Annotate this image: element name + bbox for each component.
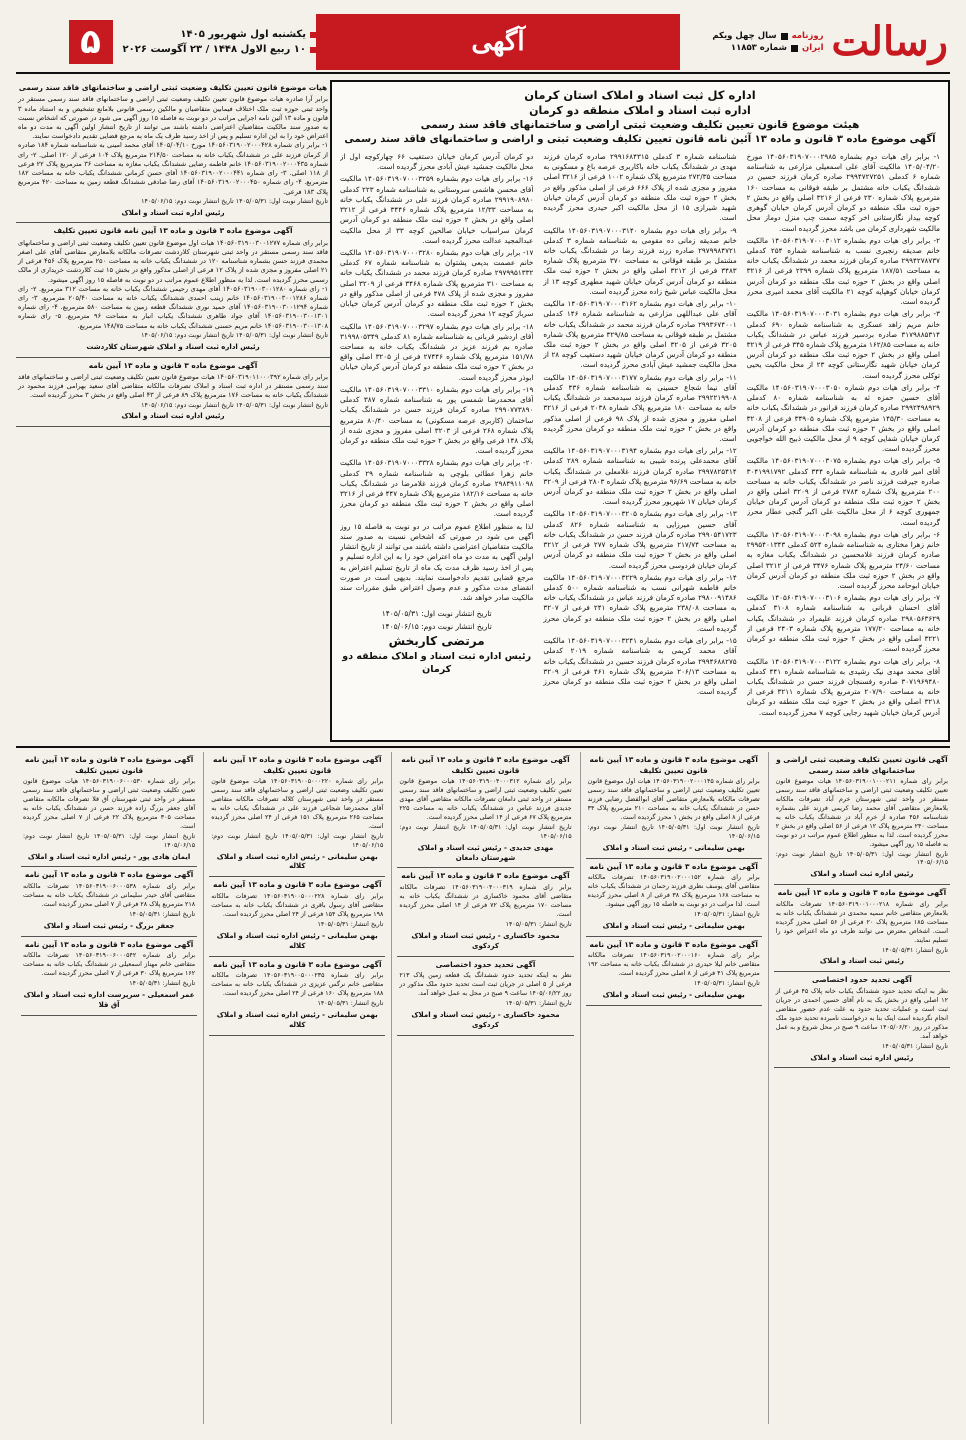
notice-title: آگهی موضوع ماده ۳ قانون و ماده ۱۳ آیین نامه [24,939,194,949]
notice-date: تاریخ انتشار: ۱۴۰۵/۰۵/۳۱ [693,980,760,987]
notice-date: تاریخ انتشار نوبت اول: ۱۴۰۵/۰۵/۳۱ تاریخ انتشار نوبت دوم: ۱۴۰۵/۰۶/۱۵ [141,401,328,409]
notice-body: نظر به اینکه تحدید حدود ششدانگ یکباب خانه پلاک ۴۵ فرعی از ۱۲ اصلی واقع در بخش یک به نام آقای حسین احمدی در جریان ثبت است و عملیات تحدید حدود به علت عدم حضور متقاضی انجام نگردیده است اینک بنا به درخواست نامبرده تحدید حدود ملک مذکور در روز ۱۴۰۵/۰۶/۲۰ ساعت ۹ صبح در محل شروع و به عمل خواهد آمد. [775,987,948,1040]
notice-body: برابر رای شماره ۱۴۰۵۶۰۳۱۹۰۰۱۰۰۰۲۱۱ هیات موضوع قانون تعیین تکلیف وضعیت ثبتی اراضی و ساختمانهای فاقد سند رسمی مستقر در واحد ثبتی شهرستان خرم آباد تصرفات مالکانه بلامعارض متقاضی آقای محمد رضا کریمی فرزند علی بشماره شناسنامه ۴۵۶ صادره از خرم آباد در ششدانگ یکباب خانه به مساحت ۲۴۰ مترمربع پلاک ۱۲ فرعی از ۵۶ اصلی واقع در بخش ۲ محرز گردیده است. لذا به منظور اطلاع عموم مراتب در دو نوبت به فاصله ۱۵ روز آگهی میشود. [775,778,948,848]
notice-block [397,868,573,956]
notice-signature: ایمان هادی پور - رئیس اداره ثبت اسناد و املاک [27,852,191,861]
notice-signature: رئیس اداره ثبت اسناد و املاک [121,208,225,217]
notice-date: تاریخ انتشار: ۱۴۰۵/۰۵/۳۱ [882,1042,948,1050]
notice-date: تاریخ انتشار نوبت اول: ۱۴۰۵/۰۵/۳۱ تاریخ انتشار نوبت دوم: ۱۴۰۵/۰۶/۱۵ [22,832,196,849]
notice-body: برابر رای شماره ۱۴۰۵۶۰۳۱۹۰۱۱۰۰۰۳۹۲ هیات موضوع قانون تعیین تکلیف وضعیت ثبتی اراضی و ساختمانهای فاقد سند رسمی مستقر در اداره ثبت اسناد و املاک تصرفات مالکانه متقاضی آقای سعید بهرامی فرزند محمود در ششدانگ یکباب خانه به مساحت ۱۷۶ مترمربع پلاک ۸۹ فرعی از ۴۳ اصلی واقع در بخش ۳ محرز گردیده است. [18,372,328,400]
notice-paragraph: ۳- برابر رای هیات دوم بشماره ۱۴۰۵۶۰۳۱۹۰۷۰۰۰۳۰۳۱ مالکیت خانم مریم زاهد عسکری به شناسنامه شماره ۶۹۰ کدملی ۳۱۷۹۸۸۵۳۱۴ صادره بردسیر فرزند عباس در ششدانگ یکباب خانه به مساحت ۱۶۲/۸۵ مترمربع پلاک شماره ۳۴۵ فرعی از ۳۲۱۹ اصلی واقع در بخش ۲ حوزه ثبت ملک منطقه دو کرمان آدرس کرمان خیابان شهید نگارستانی کوچه ۲۳ از محل مالکیت یحیی توکلی محرز گردیده است. [746,309,940,380]
bottom-notice-grid [16,752,950,1424]
feature-column-right [747,152,940,752]
notice-title: آگهی موضوع ماده ۳ قانون و ماده ۱۳ آیین نامه [401,871,570,881]
notice-paragraph: ۹- برابر رای هیات دوم بشماره ۱۴۰۵۶۰۳۱۹۰۷۰۰۰۳۱۴۰ مالکیت خانم صدیقه زمانی ده مقومی به شناسنامه شماره ۳ کدملی ۲۹۷۹۹۸۴۷۲۱ صادره زرند فرزند رضا در ششدانگ یکباب خانه مشتمل بر طبقه فوقانی به مساحت ۳۷۰ مترمربع پلاک شماره ۳۴۸۳ فرعی از ۳۲۱۲ اصلی واقع در بخش ۲ حوزه ثبت ملک منطقه دو کرمان آدرس کرمان خیابان شهید مطهری کوچه ۱۳ از محل مالکیت عباس شیخ زاده محرز گردیده است. [543,225,737,296]
notice-paragraph: ۱۴- برابر رای هیات دوم بشماره ۱۴۰۵۶۰۳۱۹۰۷۰۰۰۳۲۲۹ مالکیت خانم فاطمه شهرانی نسب به شناسنامه شماره ۵۰۰ کدملی ۲۹۸۰۰۹۱۴۸۶ صادره کرمان فرزند عباس در ششدانگ یکباب خانه به مساحت ۲۳۸/۰۸ مترمربع پلاک شماره ۲۴۱ فرعی از ۳۲۰۷ اصلی واقع در بخش ۲ حوزه ثبت ملک منطقه دو کرمان محرز گردیده است. [543,572,737,633]
notice-block [774,885,950,972]
notice-title: آگهی موضوع ماده ۳ قانون و ماده ۱۳ آیین نامه [777,888,947,898]
notice-paragraph: ۶- برابر رای هیات دوم بشماره ۱۴۰۵۶۰۳۱۹۰۷۰۰۰۳۰۹۸ مالکیت خانم زهرا مختاری به شناسنامه شماره ۵۲۴ کدملی ۲۹۹۵۴۰۱۳۴۳ صادره کرمان فرزند غلامحسین در ششدانگ یکباب مغازه به مساحت ۲۴/۶۰ مترمربع پلاک شماره ۳۴۷۶ فرعی از ۳۲۱۲ اصلی واقع در بخش ۲ حوزه ثبت ملک منطقه دو کرمان آدرس کرمان خیابان ابوحامد محرز گردیده است. [746,529,940,590]
notice-block [21,752,197,867]
notice-paragraph: ۱۸- برابر رای هیات دوم بشماره ۱۴۰۵۶۰۳۱۹۰۷۰۰۰۳۲۹۷ مالکیت آقای اردشیر قربانی به شناسنامه شماره ۸۱ کدملی ۳۱۹۹۸۰۵۳۴۹ صادره بم فرزند عزیز در ششدانگ یکباب خانه به مساحت ۱۵۱/۷۸ مترمربع پلاک شماره ۲۷۴۴۶ فرعی از ۳۲۰۵ اصلی واقع در بخش ۲ حوزه ثبت ملک منطقه دو کرمان آدرس کرمان خیابان ابوذر محرز گردیده است. [340,321,534,382]
brand [680,14,950,70]
notice-block [16,80,330,223]
notice-paragraph: ۸- برابر رای هیات دوم بشماره ۱۴۰۵۶۰۳۱۹۰۷۰۰۰۳۱۲۲ مالکیت آقای محمد مهدی نیک رشیدی به شناسنامه شماره ۴۴۱ کدملی ۳۰۷۱۹۶۹۴۸۰ صادره رفسنجان فرزند حسن در ششدانگ یکباب خانه به مساحت ۲۰۷/۹۰ مترمربع پلاک شماره ۳۲۱۱ فرعی از ۳۲۱۸ اصلی واقع در بخش ۲ حوزه ثبت ملک منطقه دو کرمان آدرس کرمان خیابان شهید رجایی کوچه ۷ محرز گردیده است. [746,656,940,717]
brand-year: سال چهل ویکم [712,31,777,41]
brand-info [712,31,823,53]
notice-date: تاریخ انتشار: ۱۴۰۵/۰۵/۳۱ [693,910,760,918]
date-hijri-gregorian: ۱۰ ربیع الاول ۱۴۴۸ / ۲۳ آگوست ۲۰۲۶ [122,44,306,55]
notice-block [209,957,385,1036]
notice-column [580,752,762,1424]
notice-block [774,752,950,885]
notice-paragraph: ۴- برابر رای هیات دوم شماره ۱۴۰۵۶۰۳۱۹۰۷۰۰۰۳۰۵۰ مالکیت آقای حسین حمزه ئه به شناسنامه شماره ۸۰ کدملی ۲۹۹۲۴۹۸۹۲۹ صادره کرمان فرزند قرانور در ششدانگ یکباب خانه به مساحت ۱۴۵/۳۰ مترمربع پلاک شماره ۳۴۹۰۵ فرعی از ۳۲۰۸ اصلی واقع در بخش ۲ حوزه ثبت ملک منطقه دو کرمان آدرس کرمان خیابان شفایی کوچه ۹ از محل مالکیت ذبیح الله خواجویی محرز گردیده است. [746,382,940,454]
notice-signature: مهدی جدیدی - رئیس ثبت اسناد و املاک شهرستان دامغان [417,843,554,862]
feature-column-left [340,152,533,752]
notice-signature: رئیس ثبت اسناد و املاک [819,957,904,966]
notice-paragraph: ۷- برابر رای هیات دوم بشماره ۱۴۰۵۶۰۳۱۹۰۷۰۰۰۳۱۰۶ مالکیت آقای احسان قربانی به شناسنامه شماره ۳۱۰۸ کدملی ۲۹۸۰۵۶۳۶۲۹ صادره کرمان فرزند علیمراد در ششدانگ یکباب خانه به مساحت ۱۷۷/۲۰ مترمربع پلاک شماره ۲۴۰۳ فرعی از ۳۲۲۱ اصلی واقع در بخش ۲ حوزه ثبت ملک منطقه دو کرمان محرز گردیده است. [746,593,940,654]
notice-paragraph: ۵- برابر رای هیات دوم بشماره ۱۴۰۵۶۰۳۱۹۰۷۰۰۰۳۰۷۵ مالکیت آقای امیر قادری به شناسنامه شماره ۳۴۴ کدملی ۳۰۴۱۹۹۱۷۹۲ صادره جیرفت فرزند ناصر در ششدانگ یکباب خانه به مساحت ۲۰۰ مترمربع پلاک شماره ۲۷۸۴ فرعی از ۳۲۰۹ اصلی واقع در بخش ۲ حوزه ثبت ملک منطقه دو کرمان آدرس کرمان خیابان جمهوری کوچه ۶ از محل مالکیت علی اکبر گنجی عطار محرز گردیده است. [746,456,940,527]
date-block [16,14,316,70]
notice-block [586,937,762,1006]
notice-date: تاریخ انتشار: ۱۴۰۵/۰۵/۳۱ [317,999,384,1007]
notice-date: تاریخ انتشار: ۱۴۰۵/۰۵/۳۱ [505,999,572,1007]
publish-date-second: تاریخ انتشار نوبت دوم: ۱۴۰۵/۰۶/۱۵ [381,622,492,632]
notice-title: آگهی تحدید حدود اختصاصی [435,959,536,969]
notice-title: آگهی موضوع ماده ۳ قانون و ماده ۱۳ آیین نامه قانون تعیین تکلیف [53,226,293,236]
notice-block [397,957,573,1036]
feature-line-2: اداره ثبت اسناد و املاک منطقه دو کرمان [529,103,751,117]
notice-paragraph: ۱۷- برابر رای هیات دوم بشماره ۱۴۰۵۶۰۳۱۹۰۷۰۰۰۳۲۸۰ مالکیت خانم عصمت بدیعی پشتوان به شناسنامه شماره ۶۷ کدملی ۲۹۷۹۹۵۱۳۳۲ صادره کرمان فرزند محمد در ششدانگ یکباب خانه به مساحت ۳۱۰ مترمربع پلاک شماره ۳۴۶۸ فرعی از ۳۲۰۹ اصلی مفروز و مجزی شده از پلاک ۴۷۸ فرعی از اصلی مذکور واقع در بخش ۲ حوزه ثبت ملک منطقه دو کرمان آدرس کرمان خیابان سرباز کوچه ۱۲ محرز گردیده است. [340,248,534,319]
notice-column [391,752,573,1424]
notice-block [16,223,330,357]
notice-signature: رئیس اداره ثبت اسناد و املاک [810,870,914,879]
left-top-column [16,80,330,742]
notice-date: تاریخ انتشار نوبت اول: ۱۴۰۵/۰۵/۳۱ تاریخ انتشار نوبت دوم: ۱۴۰۵/۰۶/۱۵ [141,331,328,339]
notice-body: برابر آرا صادره هیات موضوع قانون تعیین تکلیف وضعیت ثبتی اراضی و ساختمانهای فاقد سند رسمی مستقر در واحد ثبتی حوزه ثبت ملک اختلاف فیمابین متقاضیان و مالکین رسمی قانونی بلامانع تشخیص و به استناد ماده ۳ قانون و ماده ۱۳ آئین نامه اجرایی مراتب در دو نوبت به فاصله ۱۵ روز آگهی می شود در صورتی که اشخاص نسبت به صدور سند مالکیت متقاضیان اعتراضی داشته باشند می توانند از تاریخ انتشار اولین آگهی به مدت دو ماه اعتراض خود را به این اداره تسلیم و پس از اخذ رسید ظرف یک ماه به مرجع قضایی تقدیم دادخواست نمایند. [18,95,328,141]
notice-date: تاریخ انتشار نوبت اول: ۱۴۰۵/۰۵/۳۱ تاریخ انتشار نوبت دوم: ۱۴۰۵/۰۶/۱۵ [775,850,948,867]
notice-date: تاریخ انتشار نوبت اول: ۱۴۰۵/۰۵/۳۱ تاریخ انتشار نوبت دوم: ۱۴۰۵/۰۶/۱۵ [211,832,384,849]
notice-paragraph: دو کرمان آدرس کرمان خیابان دستغیب ۶۶ چهارکوچه اول از محل مالکیت جمشید عیش آبادی محرز گردیده است. [340,152,534,172]
date-persian: یکشنبه اول شهریور ۱۴۰۵ [180,29,306,40]
page-number: ۵ [69,20,113,64]
notice-block [586,752,762,859]
notice-block [586,859,762,937]
notice-column [16,752,197,1424]
notice-title: آگهی موضوع ماده ۳ قانون و ماده ۱۳ آیین نامه قانون تعیین تکلیف [213,755,382,775]
notice-body: برابر رای شماره ۱۴۰۵۶۰۳۱۹۰۰۳۰۰۱۲۷۷ هیات اول موضوع قانون تعیین تکلیف وضعیت ثبتی اراضی و ساختمانهای فاقد سند رسمی مستقر در واحد ثبتی شهرستان کلاردشت تصرفات مالکانه بلامعارض متقاضی آقای علی اصغر محمدی فرزند حسن بشماره شناسنامه ۱۲۰ در ششدانگ یکباب خانه به مساحت ۲۵۰ مترمربع پلاک ۴۵۶ فرعی از ۲۱ اصلی مفروز و مجزی شده از پلاک ۱۲ فرعی از اصلی مذکور واقع در بخش ۱۵ ثبت کلاردشت خریداری از مالک رسمی محرز گردیده است. لذا به منظور اطلاع عموم مراتب در دو نوبت به فاصله ۱۵ روز آگهی میشود. [18,238,328,284]
notice-signature: بهمن سلیمانی - رئیس اداره ثبت اسناد و املاک کلاله [216,931,378,950]
notice-body: برابر رای شماره ۱۴۰۵۶۰۳۱۹۰۰۶۰۰۰۵۳۸ تصرفات مالکانه متقاضی آقای حیدر سلیمانی در ششدانگ یکباب خانه به مساحت ۲۱۸ مترمربع پلاک ۲۸ فرعی از ۷ اصلی محرز گردیده است. [22,882,196,908]
notice-signature: بهمن سلیمانی - رئیس اداره ثبت اسناد و املاک کلاله [216,852,378,871]
notice-block [21,867,197,936]
notice-body: برابر رای شماره ۱۴۰۵۶۰۳۱۹۰۰۶۰۰۰۵۴۲ تصرفات مالکانه متقاضی خانم مهناز اسمعیلی در ششدانگ یکباب خانه به مساحت ۱۶۲ مترمربع پلاک ۳۰ فرعی از ۷ اصلی محرز گردیده است. [22,952,196,978]
notice-signature: بهمن سلیمانی - رئیس ثبت اسناد و املاک [602,990,745,999]
notice-body: برابر رای شماره ۱۴۰۵۶۰۳۱۹۰۰۵۰۰۰۲۲۸ تصرفات مالکانه متقاضی آقای رسول باقری در ششدانگ یکباب خانه به مساحت ۱۹۸ مترمربع پلاک ۱۵۴ فرعی از ۲۴ اصلی محرز گردیده است. [211,892,384,918]
notice-body: برابر رای شماره ۱۴۰۵۶۰۳۱۹۰۰۲۰۰۰۱۴۵ هیات اول موضوع قانون تعیین تکلیف وضعیت ثبتی اراضی و ساختمانهای فاقد سند رسمی تصرفات مالکانه بلامعارض متقاضی آقای ابوالفضل رضایی فرزند حسن در ششدانگ یکباب خانه به مساحت ۲۱۰ مترمربع پلاک ۳۴ فرعی از ۸ اصلی واقع در بخش ۱ محرز گردیده است. [587,778,760,821]
notice-title: آگهی تحدید حدود اختصاصی [811,975,912,985]
feature-heading [340,88,940,146]
square-bullet-icon [781,33,788,40]
notice-block [209,752,385,877]
notice-title: آگهی موضوع ماده ۳ قانون و ماده ۱۳ آیین نامه [213,880,382,890]
notice-paragraph: لذا به منظور اطلاع عموم مراتب در دو نوبت به فاصله ۱۵ روز آگهی می شود در صورتی که اشخاص نسبت به صدور سند مالکیت متقاضیان اعتراضی داشته باشند می توانند از تاریخ انتشار اولین آگهی به مدت دو ماه اعتراض خود را به این اداره تسلیم و پس از اخذ رسید ظرف مدت یک ماه از تاریخ تسلیم اعتراض به مرجع قضایی تقدیم دادخواست نمایند. بدیهی است در صورت انقضای مدت مذکور و عدم وصول اعتراض طبق مقررات سند مالکیت صادر خواهد شد. [340,521,534,603]
notice-signature: جعفر بزرگ - رئیس ثبت اسناد و املاک [43,921,175,930]
notice-date: تاریخ انتشار نوبت اول: ۱۴۰۵/۰۵/۳۱ تاریخ انتشار نوبت دوم: ۱۴۰۵/۰۶/۱۵ [587,823,760,840]
notice-paragraph: ۱۰- برابر رای هیات دوم بشماره ۱۴۰۵۶۰۳۱۹۰۷۰۰۰۳۱۶۲ مالکیت آقای علی عبداللهی مزارعی به شناسنامه شماره ۱۴۶ کدملی ۲۹۹۳۶۷۴۰۰۱ صادره کرمان فرزند محمد در ششدانگ یکباب خانه مشتمل بر طبقه فوقانی به مساحت ۳۲۹/۸۵ مترمربع پلاک شماره ۳۲۰۵ فرعی از ۳۲۰۵ اصلی واقع در بخش ۲ حوزه ثبت ملک منطقه دو کرمان آدرس کرمان خیابان شهید دستغیب کوچه ۲۸ از محل مالکیت جمشید عیش آبادی محرز گردیده است. [543,299,737,370]
notice-body: برابر رای شماره ۱۴۰۵۶۰۳۱۹۰۰۲۰۰۰۱۶۰ تصرفات مالکانه متقاضی خانم لیلا حیدری در ششدانگ یکباب خانه به مساحت ۱۹۲ مترمربع پلاک ۴۱ فرعی از ۸ اصلی محرز گردیده است. [587,952,760,978]
notice-title: آگهی موضوع ماده ۳ قانون و ماده ۱۳ آیین نامه قانون تعیین تکلیف [401,755,570,775]
notice-body: برابر رای شماره ۱۴۰۵۶۰۳۱۹۰۰۶۰۰۰۵۳۰ هیات موضوع قانون تعیین تکلیف وضعیت ثبتی اراضی و ساختمانهای فاقد سند رسمی مستقر در واحد ثبتی شهرستان آق قلا تصرفات مالکانه متقاضی آقای جعفر بزرگ زاده فرزند حسن در ششدانگ یکباب خانه به مساحت ۳۰۵ مترمربع پلاک ۲۲ فرعی از ۷ اصلی محرز گردیده است. [22,778,196,830]
notice-date: تاریخ انتشار نوبت اول: ۱۴۰۵/۰۵/۳۱ تاریخ انتشار نوبت دوم: ۱۴۰۵/۰۶/۱۵ [141,197,328,205]
notice-title: هیات موضوع قانون تعیین تکلیف وضعیت ثبتی اراضی و ساختمانهای فاقد سند رسمی [18,83,328,92]
notice-date: تاریخ انتشار نوبت اول: ۱۴۰۵/۰۵/۳۱ تاریخ انتشار نوبت دوم: ۱۴۰۵/۰۶/۱۵ [399,823,572,840]
notice-date: تاریخ انتشار: ۱۴۰۵/۰۵/۳۱ [129,910,196,918]
notice-items: ۱- رای شماره ۱۴۰۵۶۰۳۱۹۰۰۳۰۰۱۲۸۰ آقای مهدی رحیمی ششدانگ یکباب خانه به مساحت ۳۱۲ مترمربع. ۲- رای شماره ۱۴۰۵۶۰۳۱۹۰۰۳۰۰۱۲۸۶ خانم زینب احمدی ششدانگ یکباب خانه به مساحت ۲۰۵/۴۰ مترمربع. ۳- رای شماره ۱۴۰۵۶۰۳۱۹۰۰۳۰۰۱۲۹۴ آقای حمید نوری ششدانگ قطعه زمین به مساحت ۵۸۰ مترمربع. ۴- رای شماره ۱۴۰۵۶۰۳۱۹۰۰۳۰۰۱۳۰۱ آقای جواد طاهری ششدانگ یکباب انبار به مساحت ۹۶ مترمربع. ۵- رای شماره ۱۴۰۵۶۰۳۱۹۰۰۳۰۰۱۳۰۸ خانم مریم حسنی ششدانگ یکباب خانه به مساحت ۱۴۸/۷۵ مترمربع. [18,284,329,330]
notice-body: برابر رای شماره ۱۴۰۵۶۰۳۱۹۰۰۲۰۰۰۱۵۲ تصرفات مالکانه متقاضی آقای یوسف نظری فرزند رحمان در ششدانگ یکباب خانه به مساحت ۱۶۸ مترمربع پلاک ۳۸ فرعی از ۸ اصلی محرز گردیده است. لذا مراتب در دو نوبت به فاصله ۱۵ روز آگهی میشود. [587,874,760,908]
feature-line-4: آگهی موضوع ماده ۳ قانون و ماده ۱۳ آئین نامه قانون تعیین تکلیف وضعیت ثبتی و اراضی و ساختمانهای فاقد سند رسمی [344,133,936,145]
newspaper-logo: رسالت [831,18,948,65]
notice-body: برابر رای شماره ۱۴۰۵۶۰۳۱۹۰۰۴۰۰۰۳۱۲ هیات موضوع قانون تعیین تکلیف وضعیت ثبتی اراضی و ساختمانهای فاقد سند رسمی مستقر در واحد ثبتی دامغان تصرفات مالکانه متقاضی آقای مهدی جدیدی فرزند عباس در ششدانگ یکباب خانه به مساحت ۲۲۵ مترمربع پلاک ۶۷ فرعی از ۱۴ اصلی محرز گردیده است. [399,778,572,821]
notice-signature: محمود خاکساری - رئیس ثبت اسناد و املاک کردکوی [411,931,560,950]
notice-paragraph: ۲- برابر رای هیات دوم بشماره ۱۴۰۵۶۰۳۱۹۰۷۰۰۰۳۰۱۲ مالکیت خانم صدیقه رنجبری نسب به شناسنامه شماره ۲۵۴ کدملی ۲۹۹۴۲۷۸۷۳۷ صادره کرمان فرزند محمد در ششدانگ یکباب خانه به مساحت ۱۸۷/۵۱ مترمربع پلاک شماره ۲۳۹۹ فرعی از ۳۲۱۶ اصلی واقع در بخش ۲ حوزه ثبت ملک منطقه دو کرمان آدرس کرمان خیابان کوهپایه کوچه ۲۱ مالکیت آقای محمد امیری محرز گردیده است. [746,235,940,307]
notice-paragraph: ۱۵- برابر رای هیات دوم بشماره ۱۴۰۵۶۰۳۱۹۰۷۰۰۰۳۲۴۱ مالکیت آقای محمد کریمی به شناسنامه شماره ۲۰۱۹ کدملی ۲۹۹۴۶۸۸۲۷۵ صادره کرمان فرزند حسین در ششدانگ یکباب خانه به مساحت ۲۰۶/۱۳ مترمربع پلاک شماره ۴۶۱ فرعی از ۳۲۰۹ اصلی واقع در بخش ۲ حوزه ثبت ملک منطقه دو کرمان محرز گردیده است. [543,636,737,697]
notice-title: آگهی موضوع ماده ۳ قانون و ماده ۱۳ آیین نامه [589,939,758,949]
feature-signature [340,609,533,676]
notice-date: تاریخ انتشار: ۱۴۰۵/۰۵/۳۱ [882,946,948,954]
feature-line-1: اداره کل ثبت اسناد و املاک استان کرمان [524,88,756,102]
notice-date: تاریخ انتشار: ۱۴۰۵/۰۵/۳۱ [317,920,384,928]
notice-title: آگهی موضوع ماده ۳ قانون و ماده ۱۳ آیین نامه [589,861,758,871]
notice-date: تاریخ انتشار: ۱۴۰۵/۰۵/۳۱ [505,920,572,928]
feature-notice [330,80,950,742]
divider [16,72,950,74]
notice-title: آگهی موضوع ماده ۳ قانون و ماده ۱۳ آیین نامه [24,870,194,880]
divider [16,746,950,748]
notice-body: برابر رای شماره ۱۴۰۵۶۰۳۱۹۰۰۵۰۰۰۲۲۰ هیات موضوع قانون تعیین تکلیف وضعیت ثبتی اراضی و ساختمانهای فاقد سند رسمی مستقر در واحد ثبتی شهرستان کلاله تصرفات مالکانه متقاضی آقای محمدرضا شجاعی فرزند علی در ششدانگ یکباب خانه به مساحت ۲۶۵ مترمربع پلاک ۱۵۱ فرعی از ۲۴ اصلی محرز گردیده است. [211,778,384,830]
notice-date: تاریخ انتشار: ۱۴۰۵/۰۵/۳۱ [129,980,196,987]
notice-body: برابر رای شماره ۱۴۰۵۶۰۳۱۹۰۰۴۰۰۰۳۱۹ تصرفات مالکانه متقاضی آقای محمود خاکساری در ششدانگ یکباب خانه به مساحت ۱۷۰ مترمربع پلاک ۷۲ فرعی از ۱۴ اصلی محرز گردیده است. [399,883,572,918]
feature-column-middle [543,152,736,752]
brand-country: ایران [801,43,824,53]
notice-title: آگهی قانون تعیین تکلیف وضعیت ثبتی اراضی و ساختمانهای فاقد سند رسمی [776,755,948,775]
notice-signature: رئیس اداره ثبت اسناد و املاک [810,1053,914,1062]
notice-paragraph: ۱۹- برابر رای هیات دوم بشماره ۱۴۰۵۶۰۳۱۹۰۷۰۰۰۳۳۱۰ مالکیت آقای محمدرضا شمسی پور به شناسنامه شماره ۳۸۷ کدملی ۲۹۹۰۷۷۳۸۹۰ صادره کرمان فرزند حسن در ششدانگ یکباب ساختمان (کاربری عرصه مسکونی) به مساحت ۸۰/۴۰ مترمربع پلاک شماره ۲۶۸ فرعی از ۳۲۰۳ اصلی مفروز و مجزی شده از پلاک ۱۴۸ فرعی واقع در بخش ۲ حوزه ثبت ملک منطقه دو کرمان محرز گردیده است. [340,384,534,456]
notice-signature: بهمن سلیمانی - رئیس اداره ثبت اسناد و املاک کلاله [216,1010,378,1029]
brand-type: روزنامه [791,31,824,41]
notice-body: برابر رای شماره ۱۴۰۵۶۰۳۱۹۰۰۵۰۰۰۲۳۵ تصرفات مالکانه متقاضی خانم نرگس عزیزی در ششدانگ یکباب خانه به مساحت ۱۸۸ مترمربع پلاک ۱۶۰ فرعی از ۲۴ اصلی محرز گردیده است. [211,972,384,997]
feature-line-3: هیئت موضوع قانون تعیین تکلیف وضعیت ثبتی اراضی و ساختمانهای فاقد سند رسمی [420,119,860,132]
signer-name: مرتضی کاربخش [388,633,485,648]
notice-paragraph: ۱- برابر رای هیات دوم بشماره ۱۴۰۵۶۰۳۱۹۰۷۰۰۰۲۹۸۵ مورخ ۱۴۰۵/۰۴/۲۰ مالکیت آقای علی اسمعیلی مزارعی به شناسنامه شماره ۶ کدملی ۲۹۹۴۷۲۷۲۵۱ صادره کرمان فرزند حسین در ششدانگ یکباب خانه مشتمل بر طبقه فوقانی به مساحت ۱۶۰ مترمربع پلاک شماره ۲۳۰ فرعی از ۳۲۱۶ اصلی واقع در بخش ۲ حوزه ثبت ملک منطقه دو کرمان آدرس کرمان خیابان گوهری کوچه بیدار نگارستانی اخر کوچه سمت چپ منزل دوماز محل مالکیت شهرداری کرمان می باشد محرز گردیده است. [746,152,940,233]
notice-signature: رئیس اداره ثبت اسناد و املاک شهرستان کلاردشت [86,342,260,351]
notice-title: آگهی موضوع ماده ۳ قانون و ماده ۱۳ آیین نامه [213,959,382,969]
notice-title: آگهی موضوع ماده ۳ قانون و ماده ۱۳ آیین نامه قانون تعیین تکلیف [24,755,194,775]
notice-column [203,752,385,1424]
notice-signature: بهمن سلیمانی - رئیس ثبت اسناد و املاک [602,921,745,930]
notice-paragraph: ۱۶- برابر رای هیات دوم بشماره ۱۴۰۵۶۰۳۱۹۰۷۰۰۰۳۲۵۹ مالکیت آقای محسن هاشمی سروستانی به شناسنامه شماره ۲۲۳ کدملی ۲۹۹۱۹۰۸۹۸۰ صادره کرمان فرزند علی در ششدانگ یکباب خانه به مساحت ۱۲/۳۳ مترمربع پلاک شماره ۳۴۴۶ فرعی از ۳۲۱۲ اصلی واقع در بخش ۲ حوزه ثبت ملک منطقه دو کرمان آدرس کرمان سراسیاب خیابان صالحین کوچه ۳۳ از محل مالکیت عبدالمجید عدالت محرز گردیده است. [340,174,534,245]
notice-paragraph: ۱۲- برابر رای هیات دوم بشماره ۱۴۰۵۶۰۳۱۹۰۷۰۰۰۳۱۹۴ مالکیت آقای محمدعلی پرنده شیبی به شناسنامه شماره ۲۸۹ کدملی ۲۹۹۷۸۲۵۴۱۴ صادره کرمان فرزند غلامعلی در ششدانگ یکباب خانه به مساحت ۹۶/۶۹ مترمربع پلاک شماره ۲۸۰۳ فرعی از ۳۲۰۹ اصلی واقع در بخش ۲ حوزه ثبت ملک منطقه دو کرمان آدرس کرمان خیابان ۱۷ شهریور محرز گردیده است. [543,446,737,507]
notice-block [21,937,197,1016]
notice-signature: محمود خاکساری - رئیس ثبت اسناد و املاک کردکوی [411,1010,560,1029]
section-band [316,14,680,70]
notice-signature: بهمن سلیمانی - رئیس ثبت اسناد و املاک [602,843,745,852]
masthead [16,14,950,70]
notice-block [209,877,385,956]
notice-paragraph: شناسنامه شماره ۳ کدملی ۲۹۹۱۶۸۴۳۱۵ صادره کرمان فرزند مهدی در ششدانگ یکباب خانه باکاربری عرصه باغ و مسکونی به مساحت ۲۷۲/۳۵ مترمربع پلاک شماره ۱۰۰۲ فرعی از ۳۲۱۶ اصلی مفروز و مجزی شده از پلاک ۶۶۶ فرعی از اصلی مذکور واقع در بخش ۲ حوزه ثبت ملک منطقه دو کرمان آدرس کرمان خیابان شهید شیرازی ۱۵ از محل مالکیت اکبر حیدری محرز گردیده است. [543,152,737,223]
notice-signature: رئیس اداره ثبت اسناد و املاک [121,412,225,421]
notice-body: نظر به اینکه تحدید حدود ششدانگ یک قطعه زمین پلاک ۲۱۳ فرعی از ۵ اصلی در جریان ثبت است تحدید حدود ملک مذکور در روز ۱۴۰۵/۰۶/۲۲ ساعت ۹ صبح در محل به عمل خواهد آمد. [399,972,572,997]
publish-date-first: تاریخ انتشار نوبت اول: ۱۴۰۵/۰۵/۳۱ [381,609,492,619]
notice-items: ۱- برابر رای شماره ۱۴۰۵۶۰۳۱۹۰۰۲۰۰۰۴۲۸ مورخ ۱۴۰۵/۰۴/۱۰ آقای محمد امینی به شناسنامه شماره ۱۸۴ صادره از کرمان فرزند علی در ششدانگ یکباب خانه به مساحت ۲۱۴/۵۰ مترمربع پلاک ۱۰۴ فرعی از ۱۲۰ اصلی. ۲- رای شماره ۱۴۰۵۶۰۳۱۹۰۰۲۰۰۰۴۳۵ خانم فاطمه رضایی ششدانگ یکباب مغازه به مساحت ۳۶ مترمربع پلاک ۲۲ فرعی از ۱۱۸ اصلی. ۳- رای شماره ۱۴۰۵۶۰۳۱۹۰۰۲۰۰۰۴۴۱ آقای حسن کرمانی ششدانگ یکباب خانه به مساحت ۱۸۲ مترمربع. ۴- رای شماره ۱۴۰۵۶۰۳۱۹۰۰۲۰۰۰۴۵۰ آقای رضا صادقی ششدانگ قطعه زمین به مساحت ۴۲۰ مترمربع پلاک ۱۸۳ فرعی. [18,141,328,196]
notice-block [397,752,573,868]
square-bullet-icon [791,45,798,52]
section-title: آگهی [471,27,525,57]
notice-signature: عمر اسمعیلی - سرپرست اداره ثبت اسناد و املاک آق قلا [23,990,195,1009]
notice-paragraph: ۲۰- برابر رای هیات دوم بشماره ۱۴۰۵۶۰۳۱۹۰۷۰۰۰۳۳۲۸ مالکیت خانم زهرا عطائی بلوچی به شناسنامه شماره ۲۹ کدملی ۲۹۸۴۹۱۱۰۹۸ صادره کرمان فرزند غلامرضا در ششدانگ یکباب خانه به مساحت ۱۸۲/۱۶ مترمربع پلاک شماره ۴۴۷ فرعی از ۳۲۱۶ اصلی واقع در بخش ۲ حوزه ثبت ملک منطقه دو کرمان محرز گردیده است. [340,458,534,519]
notice-title: آگهی موضوع ماده ۳ قانون و ماده ۱۳ آیین نامه قانون تعیین تکلیف [589,755,758,775]
notice-paragraph: ۱۳- برابر رای هیات دوم بشماره ۱۴۰۵۶۰۳۱۹۰۷۰۰۰۳۲۰۵ مالکیت آقای حسین میرزایی به شناسنامه شماره ۸۲۶ کدملی ۲۹۹۰۵۴۱۷۲۳ صادره کرمان فرزند حسن در ششدانگ یکباب خانه به مساحت ۲۱۷/۷۴ مترمربع پلاک شماره ۲۷۷ فرعی از ۳۲۱۲ اصلی واقع در بخش ۲ حوزه ثبت ملک منطقه دو کرمان آدرس کرمان خیابان فردوسی محرز گردیده است. [543,509,737,570]
signer-role: رئیس اداره ثبت اسناد و املاک منطقه دو کرمان [342,650,532,676]
notice-column [768,752,950,1424]
notice-title: آگهی موضوع ماده ۳ قانون و ماده ۱۳ آیین نامه [88,360,258,370]
notice-body: برابر رای شماره ۱۴۰۵۶۰۳۱۹۰۰۱۰۰۰۲۱۸ تصرفات مالکانه بلامعارض متقاضی خانم سمیه محمدی در ششدانگ یکباب خانه به مساحت ۱۸۵ مترمربع پلاک ۲۰ فرعی از ۵۶ اصلی محرز گردیده است. اشخاص معترض می توانند ظرف دو ماه اعتراض خود را تسلیم نمایند. [775,900,948,944]
notice-paragraph: ۱۱- برابر رای هیات دوم بشماره ۱۴۰۵۶۰۳۱۹۰۷۰۰۰۳۱۷۷ مالکیت آقای نیما شجاع حسینی به شناسنامه شماره ۴۳۶ کدملی ۲۹۹۲۲۱۹۹۰۸ صادره کرمان فرزند سیدمحمد در ششدانگ یکباب خانه به مساحت ۱۸۰ مترمربع پلاک شماره ۲۰۳۸ فرعی از ۳۲۱۶ اصلی مفروز و مجزی شده از پلاک ۹۸ فرعی از اصلی مذکور واقع در بخش ۲ حوزه ثبت ملک منطقه دو کرمان محرز گردیده است. [543,372,737,443]
notice-block [16,358,330,428]
issue-number: شماره ۱۱۸۵۳ [730,43,787,53]
notice-block [774,972,950,1068]
